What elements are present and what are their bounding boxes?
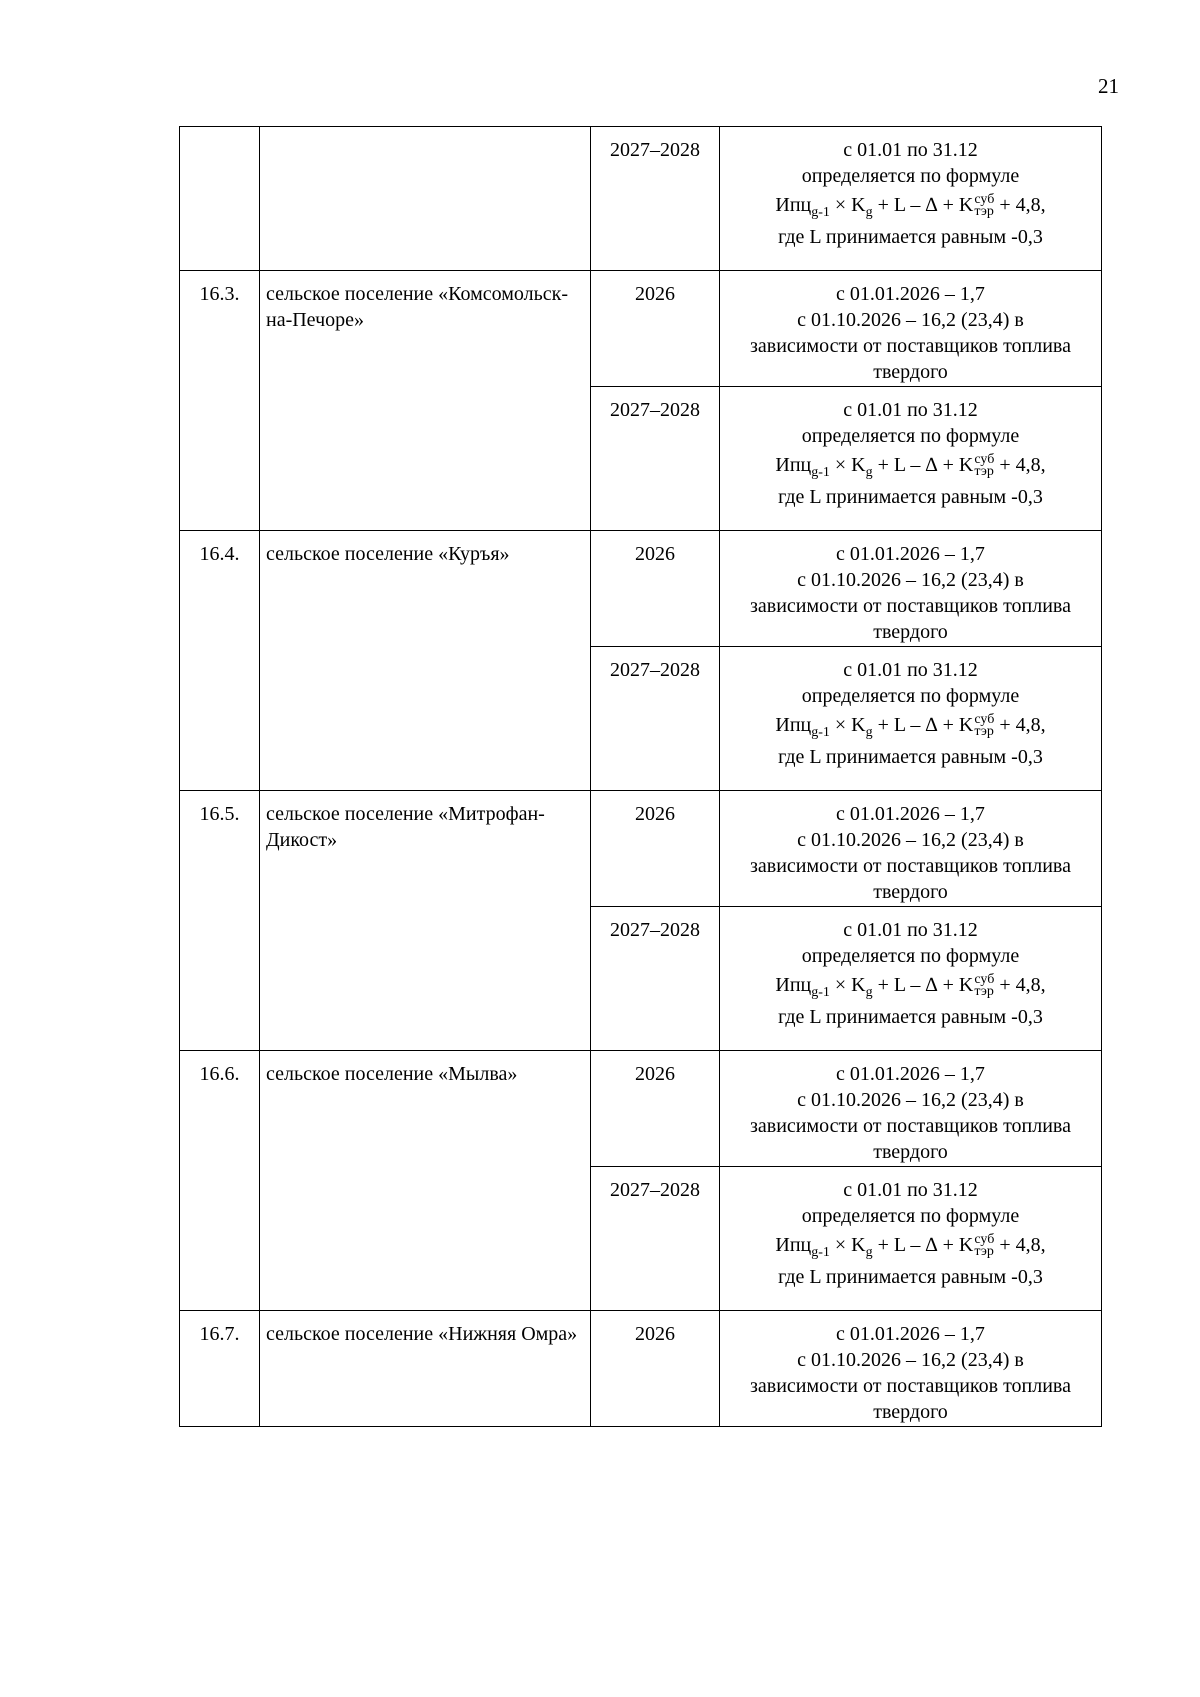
value-line: твердого <box>873 1141 948 1163</box>
period-year: 2027–2028 <box>591 1167 720 1311</box>
formula-k-subscript-ter: тэр <box>974 724 994 740</box>
formula-base: Ипц <box>775 454 812 476</box>
period-year: 2027–2028 <box>591 647 720 791</box>
table-row <box>180 1311 1102 1427</box>
value-line: где L принимается равным -0,3 <box>778 486 1043 508</box>
settlement-name: сельское поселение «Митрофан-Дикост» <box>260 791 591 1051</box>
value-line: с 01.01.2026 – 1,7 <box>836 803 985 825</box>
formula-base-subscript: g-1 <box>811 465 830 480</box>
formula-k-subscript-ter: тэр <box>974 464 994 480</box>
formula-k-scripts <box>974 974 994 998</box>
value-line: твердого <box>873 621 948 643</box>
value-line: зависимости от поставщиков топлива <box>749 595 1071 617</box>
formula-line <box>726 709 1095 744</box>
period-value <box>720 1051 1102 1167</box>
formula-k-subscript: g <box>865 205 873 220</box>
value-line: с 01.01.2026 – 1,7 <box>836 543 985 565</box>
value-line: определяется по формуле <box>801 1205 1020 1227</box>
value-line: с 01.01 по 31.12 <box>843 659 978 681</box>
value-line: с 01.10.2026 – 16,2 (23,4) в <box>797 829 1024 851</box>
period-value <box>720 387 1102 531</box>
formula-k-subscript: g <box>865 725 873 740</box>
settlement-name: сельское поселение «Нижняя Омра» <box>260 1311 591 1427</box>
settlement-name <box>260 127 591 271</box>
formula-base: Ипц <box>775 714 812 736</box>
settlement-name: сельское поселение «Комсомольск-на-Печоре» <box>260 271 591 531</box>
formula-times-k: × K <box>829 454 866 476</box>
value-line: где L принимается равным -0,3 <box>778 1006 1043 1028</box>
value-line: с 01.01.2026 – 1,7 <box>836 1063 985 1085</box>
period-value <box>720 791 1102 907</box>
row-number: 16.5. <box>180 791 260 1051</box>
formula-tail: + 4,8, <box>994 454 1046 476</box>
row-number: 16.6. <box>180 1051 260 1311</box>
period-value <box>720 127 1102 271</box>
value-line: где L принимается равным -0,3 <box>778 226 1043 248</box>
formula-base: Ипц <box>775 974 812 996</box>
value-line: определяется по формуле <box>801 165 1020 187</box>
value-line: зависимости от поставщиков топлива <box>749 855 1071 877</box>
period-value <box>720 907 1102 1051</box>
table-row <box>180 127 1102 271</box>
table-row <box>180 791 1102 907</box>
period-value <box>720 271 1102 387</box>
value-line: зависимости от поставщиков топлива <box>749 335 1071 357</box>
formula-base-subscript: g-1 <box>811 985 830 1000</box>
formula-line <box>726 1229 1095 1264</box>
formula-k-scripts <box>974 194 994 218</box>
value-line: твердого <box>873 361 948 383</box>
value-line: где L принимается равным -0,3 <box>778 746 1043 768</box>
formula-times-k: × K <box>829 1234 866 1256</box>
formula-base: Ипц <box>775 194 812 216</box>
value-line: с 01.10.2026 – 16,2 (23,4) в <box>797 569 1024 591</box>
period-year: 2026 <box>591 791 720 907</box>
period-year: 2027–2028 <box>591 387 720 531</box>
formula-base: Ипц <box>775 1234 812 1256</box>
formula-k-superscript: суб <box>974 712 995 728</box>
period-value <box>720 647 1102 791</box>
formula-tail: + 4,8, <box>994 194 1046 216</box>
value-line: зависимости от поставщиков топлива <box>749 1115 1071 1137</box>
formula-base-subscript: g-1 <box>811 725 830 740</box>
value-line: с 01.01.2026 – 1,7 <box>836 1323 985 1345</box>
formula-tail: + 4,8, <box>994 974 1046 996</box>
tariff-table <box>179 126 1102 1427</box>
formula-k-subscript-ter: тэр <box>974 984 994 1000</box>
value-line: с 01.10.2026 – 16,2 (23,4) в <box>797 309 1024 331</box>
value-line: твердого <box>873 1401 948 1423</box>
formula-base-subscript: g-1 <box>811 205 830 220</box>
table-body <box>180 127 1102 1427</box>
value-line: зависимости от поставщиков топлива <box>749 1375 1071 1397</box>
value-line: определяется по формуле <box>801 425 1020 447</box>
period-year: 2026 <box>591 1311 720 1427</box>
formula-tail: + 4,8, <box>994 1234 1046 1256</box>
period-year: 2027–2028 <box>591 127 720 271</box>
formula-k-subscript: g <box>865 465 873 480</box>
row-number: 16.3. <box>180 271 260 531</box>
row-number: 16.7. <box>180 1311 260 1427</box>
formula-middle: + L – ∆ + K <box>872 194 974 216</box>
formula-middle: + L – ∆ + K <box>872 974 974 996</box>
formula-k-scripts <box>974 454 994 478</box>
table-row <box>180 271 1102 387</box>
formula-line <box>726 189 1095 224</box>
formula-k-superscript: суб <box>974 972 995 988</box>
value-line: определяется по формуле <box>801 685 1020 707</box>
formula-times-k: × K <box>829 194 866 216</box>
formula-k-subscript: g <box>865 1245 873 1260</box>
value-line: с 01.10.2026 – 16,2 (23,4) в <box>797 1349 1024 1371</box>
formula-line <box>726 969 1095 1004</box>
period-year: 2026 <box>591 1051 720 1167</box>
value-line: где L принимается равным -0,3 <box>778 1266 1043 1288</box>
formula-k-scripts <box>974 714 994 738</box>
formula-k-subscript: g <box>865 985 873 1000</box>
formula-base-subscript: g-1 <box>811 1245 830 1260</box>
period-year: 2027–2028 <box>591 907 720 1051</box>
formula-middle: + L – ∆ + K <box>872 1234 974 1256</box>
formula-k-superscript: суб <box>974 192 995 208</box>
period-value <box>720 1167 1102 1311</box>
period-year: 2026 <box>591 531 720 647</box>
table-row <box>180 531 1102 647</box>
value-line: твердого <box>873 881 948 903</box>
formula-k-superscript: суб <box>974 1232 995 1248</box>
formula-k-subscript-ter: тэр <box>974 204 994 220</box>
formula-times-k: × K <box>829 974 866 996</box>
table-row <box>180 1051 1102 1167</box>
period-value <box>720 531 1102 647</box>
formula-tail: + 4,8, <box>994 714 1046 736</box>
formula-middle: + L – ∆ + K <box>872 714 974 736</box>
formula-k-scripts <box>974 1234 994 1258</box>
formula-times-k: × K <box>829 714 866 736</box>
page-number: 21 <box>1098 74 1119 98</box>
value-line: определяется по формуле <box>801 945 1020 967</box>
value-line: с 01.01 по 31.12 <box>843 919 978 941</box>
settlement-name: сельское поселение «Куръя» <box>260 531 591 791</box>
settlement-name: сельское поселение «Мылва» <box>260 1051 591 1311</box>
formula-line <box>726 449 1095 484</box>
value-line: с 01.10.2026 – 16,2 (23,4) в <box>797 1089 1024 1111</box>
formula-middle: + L – ∆ + K <box>872 454 974 476</box>
row-number: 16.4. <box>180 531 260 791</box>
formula-k-subscript-ter: тэр <box>974 1244 994 1260</box>
formula-k-superscript: суб <box>974 452 995 468</box>
period-value <box>720 1311 1102 1427</box>
row-number <box>180 127 260 271</box>
value-line: с 01.01.2026 – 1,7 <box>836 283 985 305</box>
period-year: 2026 <box>591 271 720 387</box>
value-line: с 01.01 по 31.12 <box>843 399 978 421</box>
value-line: с 01.01 по 31.12 <box>843 1179 978 1201</box>
value-line: с 01.01 по 31.12 <box>843 139 978 161</box>
